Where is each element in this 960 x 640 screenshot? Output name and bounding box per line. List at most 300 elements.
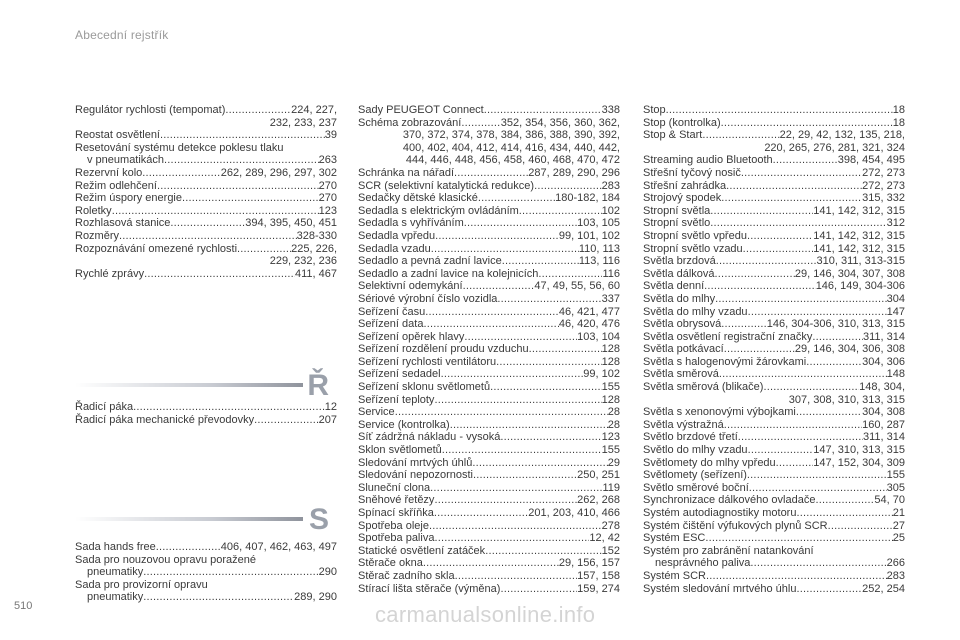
index-line <box>643 482 905 495</box>
index-pages: 310, 311, 313-315 <box>816 255 905 268</box>
index-line <box>643 570 905 583</box>
leader-dots <box>434 532 589 545</box>
index-line <box>643 507 905 520</box>
watermark: carmanualsonline.info <box>375 602 596 627</box>
index-entry <box>75 192 337 205</box>
leader-dots <box>454 167 528 180</box>
leader-dots <box>702 129 779 142</box>
index-line <box>358 457 620 470</box>
leader-dots <box>430 482 602 495</box>
index-line <box>75 167 337 180</box>
leader-dots <box>225 104 291 117</box>
index-term: Světla osvětlení registrační značky <box>643 330 813 343</box>
index-term: Sledování mrtvých úhlů <box>358 456 473 469</box>
index-term: Sedačky dětské klasické <box>358 192 478 205</box>
leader-dots <box>434 494 577 507</box>
index-term: Regulátor rychlosti (tempomat) <box>75 104 226 116</box>
index-entry <box>358 557 620 570</box>
section-bar <box>75 517 303 521</box>
index-entry <box>358 394 620 407</box>
index-line <box>643 180 905 193</box>
index-entry <box>643 205 905 218</box>
index-line <box>643 243 905 256</box>
index-term: Sledování nepozornosti <box>358 469 473 482</box>
leader-dots <box>715 268 795 281</box>
index-line <box>358 192 620 205</box>
leader-dots <box>666 104 893 117</box>
index-term: Systém SCR <box>643 569 706 582</box>
index-entry <box>358 381 620 394</box>
leader-dots <box>170 217 245 230</box>
index-line <box>643 154 905 167</box>
index-term: Systém sledování mrtvého úhlu <box>643 582 797 595</box>
index-term: Střešní zahrádka <box>643 179 727 192</box>
index-pages: 54, 70 <box>874 494 905 507</box>
index-term: Režim odlehčení <box>75 179 157 192</box>
index-pages: 304 <box>886 292 905 305</box>
index-term: Synchronizace dálkového ovladače <box>643 494 816 507</box>
leader-dots <box>538 268 602 281</box>
index-pages: 29, 156, 157 <box>558 557 620 570</box>
index-pages: 312 <box>886 217 905 230</box>
index-pages: 147, 310, 313, 315 <box>813 444 905 457</box>
leader-dots <box>464 331 577 344</box>
index-entry <box>643 532 905 545</box>
index-entry <box>358 230 620 243</box>
index-term: Sedadla s elektrickým ovládáním <box>358 204 519 217</box>
index-line <box>643 368 905 381</box>
index-entry <box>75 230 337 243</box>
leader-dots <box>741 167 862 180</box>
index-entry <box>358 343 620 356</box>
index-term: Režim úspory energie <box>75 192 182 205</box>
index-entry <box>75 142 337 155</box>
index-line <box>358 343 620 356</box>
index-term: Sněhové řetězy <box>358 494 435 507</box>
index-entry <box>358 406 620 419</box>
index-pages: 159, 274 <box>577 582 620 595</box>
index-line <box>75 192 337 205</box>
index-pages: 29 <box>607 456 620 469</box>
index-line <box>643 381 905 394</box>
index-term: Sklon světlometů <box>358 444 442 457</box>
index-term: Roletky <box>75 204 112 217</box>
index-term: Rychlé zprávy <box>75 267 145 280</box>
index-term: Schránka na nářadí <box>358 166 455 179</box>
index-line <box>643 104 905 117</box>
index-entry <box>643 217 905 230</box>
index-pages: 12 <box>324 401 337 413</box>
index-line <box>358 356 620 369</box>
index-pages: 305 <box>886 481 905 494</box>
index-entry <box>75 554 337 567</box>
index-term: Světla směrová (blikače) <box>643 381 764 394</box>
index-pages: 394, 395, 450, 451 <box>245 217 337 230</box>
index-line <box>358 293 620 306</box>
index-term: Rezervní kolo <box>75 166 143 179</box>
index-term: Sedadla vzadu <box>358 242 431 255</box>
leader-dots <box>748 306 887 319</box>
index-line <box>358 306 620 319</box>
index-line <box>643 406 905 419</box>
index-entry <box>75 414 337 427</box>
leader-dots <box>429 520 602 533</box>
index-term: Stírací lišta stěrače (výměna) <box>358 582 501 595</box>
index-entry <box>643 557 905 570</box>
index-term: pneumatiky <box>87 591 144 604</box>
index-entry <box>643 343 905 356</box>
leader-dots <box>157 180 319 193</box>
index-entry <box>358 192 620 205</box>
index-pages-continued: 400, 402, 404, 412, 414, 416, 434, 440, 442, <box>402 141 620 154</box>
index-term: Selektivní odemykání <box>358 280 463 293</box>
index-term: Sedadla vpředu <box>358 229 436 242</box>
index-line <box>75 129 337 142</box>
index-line <box>643 520 905 533</box>
leader-dots <box>182 192 319 205</box>
index-line <box>643 280 905 293</box>
index-term: Stop (kontrolka) <box>643 116 721 129</box>
index-pages: 148, 304, <box>859 381 905 394</box>
index-term: Světlo směrové boční <box>643 481 749 494</box>
index-line <box>358 406 620 419</box>
index-pages: 12, 42 <box>589 532 620 545</box>
index-term: Řadicí páka mechanické převodovky <box>75 413 255 426</box>
leader-dots <box>715 293 886 306</box>
index-line <box>643 255 905 268</box>
index-pages: 155 <box>601 381 620 394</box>
index-pages: 128 <box>601 343 620 356</box>
index-entry <box>358 318 620 331</box>
leader-dots <box>164 154 319 167</box>
index-term: Světlo brzdové třetí <box>643 431 738 444</box>
index-term: Sada pro nouzovou opravu poražené <box>75 553 257 566</box>
leader-dots <box>796 406 862 419</box>
index-line <box>75 154 337 167</box>
index-entry <box>643 494 905 507</box>
leader-dots <box>812 331 863 344</box>
leader-dots <box>496 356 601 369</box>
index-term: Stropní světlo vpředu <box>643 229 747 242</box>
leader-dots <box>142 167 221 180</box>
index-line <box>358 494 620 507</box>
leader-dots <box>721 117 893 130</box>
index-term: Stropní světlo vzadu <box>643 242 743 255</box>
leader-dots <box>724 343 795 356</box>
index-entry <box>75 566 337 579</box>
index-term: Světlomety do mlhy vpředu <box>643 456 776 469</box>
index-line <box>643 532 905 545</box>
index-term: Světla s halogenovými žárovkami <box>643 355 807 368</box>
index-entry <box>643 419 905 432</box>
index-pages: 311, 314 <box>862 330 905 343</box>
index-line <box>643 117 905 130</box>
index-term: Systém autodiagnostiky motoru <box>643 507 797 519</box>
index-pages: 103, 105 <box>577 217 620 230</box>
index-entry <box>358 356 620 369</box>
index-entry <box>643 520 905 533</box>
index-pages: 28 <box>607 406 620 419</box>
leader-dots <box>497 293 601 306</box>
leader-dots <box>160 129 325 142</box>
leader-dots <box>721 318 767 331</box>
index-pages: 27 <box>892 519 905 532</box>
leader-dots <box>749 482 887 495</box>
index-term: Světla denní <box>643 280 705 293</box>
index-term: Service (kontrolka) <box>358 418 450 431</box>
index-term: Světla s xenonovými výbojkami <box>643 406 796 419</box>
index-entry <box>358 243 620 256</box>
leader-dots <box>750 557 886 570</box>
index-term: Střešní tyčový nosič <box>643 166 741 179</box>
index-term: Světlo do mlhy vzadu <box>643 444 748 457</box>
index-entry <box>358 444 620 457</box>
index-line <box>358 255 620 268</box>
index-term: Světla potkávací <box>643 343 724 356</box>
index-pages: 180-182, 184 <box>555 192 620 205</box>
leader-dots <box>704 280 816 293</box>
index-term: Sada hands free <box>75 541 156 553</box>
index-entry <box>643 192 905 205</box>
index-line <box>358 230 620 243</box>
index-line <box>75 217 337 230</box>
index-pages: 157, 158 <box>577 569 620 582</box>
index-entry <box>75 167 337 180</box>
index-pages: 270 <box>318 179 337 192</box>
index-entry <box>643 306 905 319</box>
index-term: Světla obrysová <box>643 318 722 331</box>
index-pages: 18 <box>892 116 905 129</box>
index-line <box>358 507 620 520</box>
index-pages: 119 <box>602 481 620 494</box>
index-pages: 147 <box>886 305 905 318</box>
index-pages: 272, 273 <box>862 179 905 192</box>
leader-dots <box>502 255 579 268</box>
index-pages: 128 <box>601 355 620 368</box>
index-entry <box>643 482 905 495</box>
leader-dots <box>519 205 602 218</box>
index-term: Stop & Start <box>643 129 703 142</box>
leader-dots <box>441 368 584 381</box>
index-line <box>358 280 620 293</box>
index-pages: 102 <box>601 204 620 217</box>
index-entry <box>643 129 905 154</box>
leader-dots <box>442 444 602 457</box>
index-entry <box>358 482 620 495</box>
leader-dots <box>710 217 886 230</box>
leader-dots <box>724 419 862 432</box>
leader-dots <box>143 591 294 604</box>
index-line <box>358 268 620 281</box>
index-line <box>75 230 337 243</box>
index-entry <box>358 469 620 482</box>
index-term: Seřízení času <box>358 305 426 318</box>
index-term: Streaming audio Bluetooth <box>643 154 773 167</box>
index-entry <box>643 154 905 167</box>
leader-dots <box>237 243 291 256</box>
index-line <box>358 545 620 558</box>
index-pages: 99, 101, 102 <box>558 229 620 242</box>
index-pages: 146, 149, 304-306 <box>815 280 905 293</box>
index-line <box>643 494 905 507</box>
index-entry <box>643 117 905 130</box>
index-term: Seřízení data <box>358 318 424 331</box>
leader-dots <box>455 570 578 583</box>
index-pages: 270 <box>318 192 337 205</box>
index-pages: 283 <box>601 179 620 192</box>
index-line <box>358 431 620 444</box>
index-term: Světla brzdová <box>643 255 716 268</box>
index-term: Řadicí páka <box>75 401 134 413</box>
leader-dots <box>773 154 838 167</box>
index-line <box>643 205 905 218</box>
index-line <box>75 566 337 579</box>
index-entry <box>358 570 620 583</box>
index-entry <box>358 180 620 193</box>
leader-dots <box>450 419 608 432</box>
index-pages: 155 <box>601 444 620 457</box>
index-pages: 290 <box>318 566 337 579</box>
index-entry <box>358 217 620 230</box>
index-entry <box>643 570 905 583</box>
index-entry <box>643 268 905 281</box>
index-entry <box>75 104 337 129</box>
index-pages: 289, 290 <box>294 591 337 604</box>
index-entry <box>358 494 620 507</box>
leader-dots <box>112 205 319 218</box>
index-term: Seřízení opěrek hlavy <box>358 330 465 343</box>
leader-dots <box>490 381 602 394</box>
index-term: Seřízení sklonu světlometů <box>358 381 491 394</box>
index-entry <box>75 401 337 414</box>
index-line <box>75 401 337 414</box>
index-column-left <box>75 104 337 280</box>
index-entry <box>643 545 905 558</box>
index-pages: 315, 332 <box>862 192 905 205</box>
leader-dots <box>423 557 559 570</box>
index-entry <box>358 457 620 470</box>
index-line <box>643 356 905 369</box>
index-line <box>358 583 620 596</box>
index-line <box>358 557 620 570</box>
index-entry <box>358 293 620 306</box>
leader-dots <box>431 243 579 256</box>
leader-dots <box>534 180 602 193</box>
index-line <box>643 343 905 356</box>
index-entry <box>643 381 905 406</box>
leader-dots <box>254 414 318 427</box>
leader-dots <box>796 507 892 520</box>
index-term: Sedadlo a zadní lavice na kolejnicích <box>358 267 539 280</box>
page-number: 510 <box>14 600 33 612</box>
index-entry <box>643 280 905 293</box>
index-term: Stěrače okna <box>358 557 423 570</box>
index-term: Sluneční clona <box>358 481 431 494</box>
index-entry <box>643 444 905 457</box>
index-pages: 116 <box>602 267 620 280</box>
index-column-middle <box>358 104 620 595</box>
index-entry <box>358 104 620 117</box>
index-line <box>358 482 620 495</box>
index-line <box>358 331 620 344</box>
index-term: Stěrač zadního skla <box>358 569 455 582</box>
index-pages: 141, 142, 312, 315 <box>813 242 905 255</box>
index-term: Systém čištění výfukových plynů SCR <box>643 519 828 532</box>
index-term: Resetování systému detekce poklesu tlaku <box>75 141 284 154</box>
index-line <box>75 205 337 218</box>
index-pages: 262, 289, 296, 297, 302 <box>220 166 337 179</box>
index-pages: 278 <box>601 519 620 532</box>
index-pages: 266 <box>886 557 905 570</box>
index-pages: 128 <box>601 393 620 406</box>
index-entry <box>643 368 905 381</box>
index-line <box>643 419 905 432</box>
index-line <box>75 180 337 193</box>
index-pages: 283 <box>886 569 905 582</box>
index-term: SCR (selektivní katalytická redukce) <box>358 179 535 192</box>
index-entry <box>358 268 620 281</box>
leader-dots <box>156 541 221 554</box>
index-entry <box>75 129 337 142</box>
index-line <box>358 104 620 117</box>
leader-dots <box>500 431 601 444</box>
section-divider-s <box>75 500 337 544</box>
leader-dots <box>796 583 862 596</box>
index-term: Rozměry <box>75 229 120 242</box>
leader-dots <box>806 356 862 369</box>
index-term: Seřízení rozdělení proudu vzduchu <box>358 343 529 356</box>
index-line <box>643 293 905 306</box>
leader-dots <box>473 469 577 482</box>
index-entry <box>643 104 905 117</box>
index-line <box>643 469 905 482</box>
index-pages: 147, 152, 304, 309 <box>813 456 905 469</box>
index-line <box>643 167 905 180</box>
leader-dots <box>133 401 325 414</box>
index-term: Světla dálková <box>643 267 715 280</box>
index-pages: 328-330 <box>296 229 337 242</box>
index-line <box>358 394 620 407</box>
index-line <box>358 318 620 331</box>
index-term: Spotřeba oleje <box>358 519 429 532</box>
index-entry <box>358 532 620 545</box>
index-pages: 146, 304-306, 310, 313, 315 <box>766 318 905 331</box>
index-pages: 337 <box>601 292 620 305</box>
leader-dots <box>478 192 555 205</box>
leader-dots <box>748 444 814 457</box>
index-line <box>643 268 905 281</box>
index-entry <box>643 255 905 268</box>
index-pages: 29, 146, 304, 306, 308 <box>794 343 905 356</box>
leader-dots <box>143 566 318 579</box>
leader-dots <box>828 520 893 533</box>
leader-dots <box>144 268 295 281</box>
leader-dots <box>529 343 602 356</box>
leader-dots <box>119 230 297 243</box>
index-line <box>358 419 620 432</box>
index-line <box>75 104 337 117</box>
index-line <box>643 306 905 319</box>
index-entry <box>358 167 620 180</box>
index-term: Systém ESC <box>643 532 706 545</box>
leader-dots <box>461 117 500 130</box>
index-term: pneumatiky <box>87 566 144 579</box>
index-line <box>358 469 620 482</box>
index-pages: 201, 203, 410, 466 <box>528 507 620 519</box>
index-pages: 113, 116 <box>578 255 620 268</box>
leader-dots <box>472 457 607 470</box>
index-term: Sady PEUGEOT Connect <box>358 104 484 116</box>
